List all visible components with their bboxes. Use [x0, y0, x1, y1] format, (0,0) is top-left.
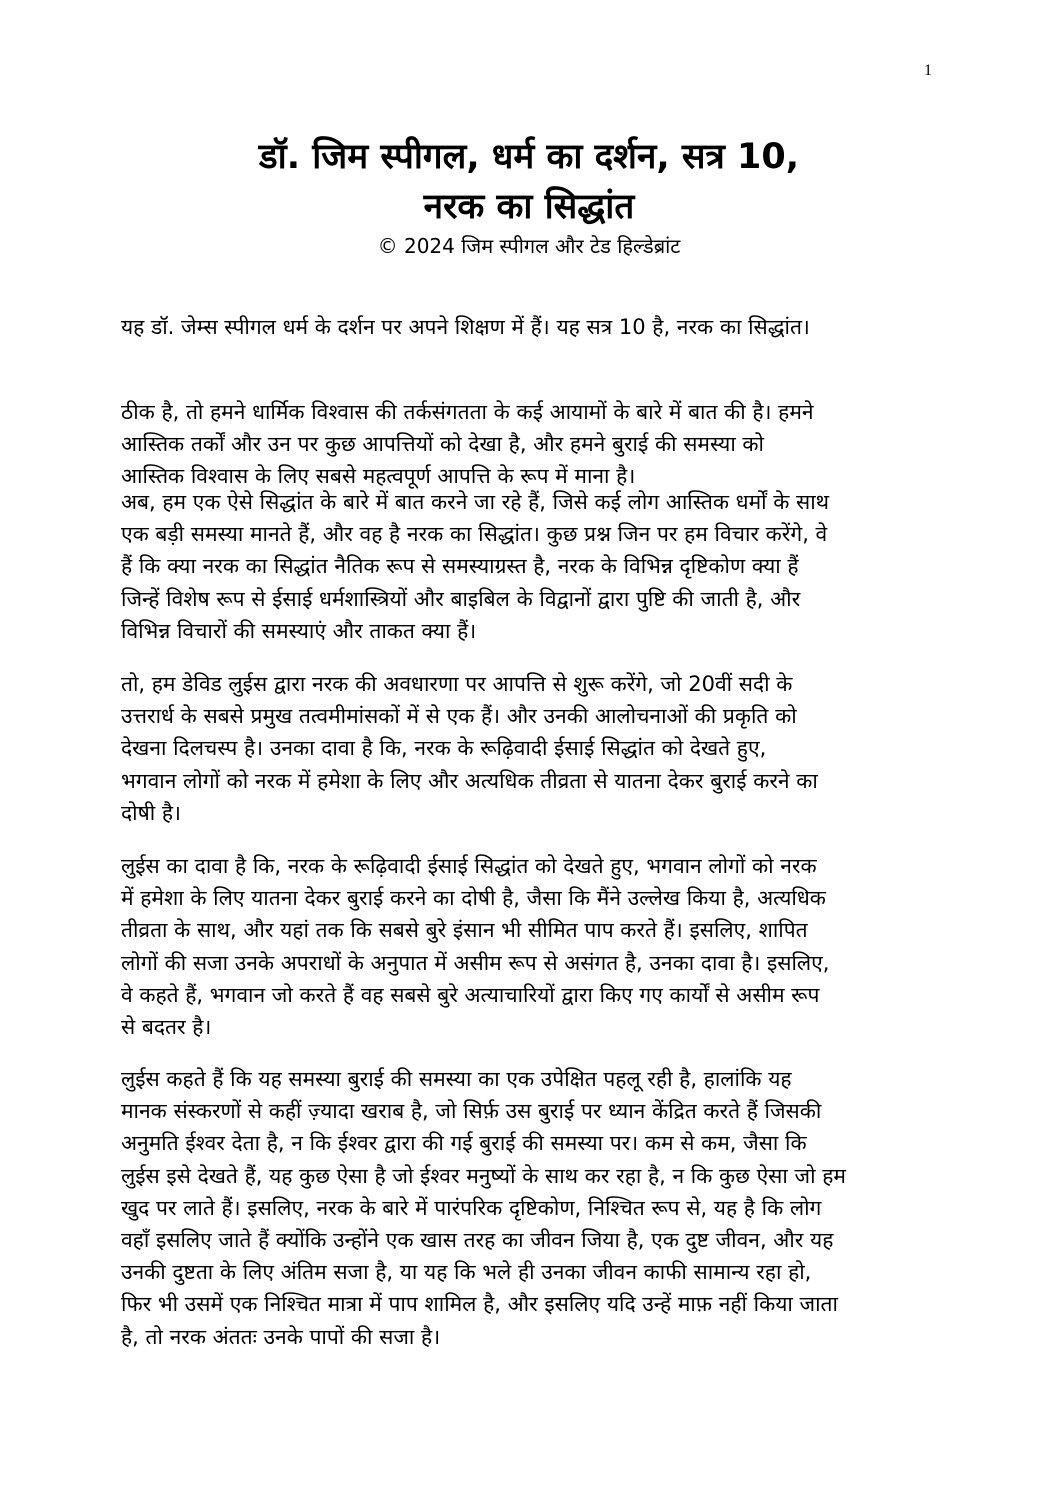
text-line: लुईस इसे देखते हैं, यह कुछ ऐसा है जो ईश्वर मनुष्यों के साथ कर रहा है, न कि कुछ ऐसा जो हम: [121, 1163, 846, 1188]
text-line: हैं कि क्या नरक का सिद्धांत नैतिक रूप से समस्याग्रस्त है, नरक के विभिन्न दृष्टिकोण क्या हैं: [121, 554, 799, 579]
text-line: अनुमति ईश्वर देता है, न कि ईश्वर द्वारा की गई बुराई की समस्या पर। कम से कम, जैसा कि: [121, 1131, 807, 1156]
paragraph: [121, 1063, 1051, 1353]
text-line: से बदतर है।: [121, 1015, 212, 1040]
title-line-1: डॉ. जिम स्पीगल, धर्म का दर्शन, सत्र 10,: [258, 137, 800, 177]
paragraph: [121, 850, 1051, 1043]
text-line: लुईस कहते हैं कि यह समस्या बुराई की समस्या का एक उपेक्षित पहलू रही है, हालांकि यह: [121, 1067, 792, 1091]
text-line: तो, हम डेविड लुईस द्वारा नरक की अवधारणा पर आपत्ति से शुरू करेंगे, जो 20वीं सदी के: [121, 672, 793, 696]
text-line: देखना दिलचस्प है। उनका दावा है कि, नरक के रूढ़िवादी ईसाई सिद्धांत को देखते हुए,: [121, 736, 767, 761]
text-line: विभिन्न विचारों की समस्याएं और ताकत क्या हैं।: [121, 618, 477, 643]
text-line: लोगों की सजा उनके अपराधों के अनुपात में असीम रूप से असंगत है, उनका दावा है। इसलिए,: [121, 950, 830, 975]
copyright-notice: © 2024 जिम स्पीगल और टेड हिल्डेब्रांट: [377, 234, 681, 258]
text-line: यह डॉ. जेम्स स्पीगल धर्म के दर्शन पर अपने शिक्षण में हैं। यह सत्र 10 है, नरक का सिद्धांत।: [121, 315, 810, 339]
title-line-2: नरक का सिद्धांत: [423, 187, 635, 227]
text-line: लुईस का दावा है कि, नरक के रूढ़िवादी ईसाई सिद्धांत को देखते हुए, भगवान लोगों को नरक: [121, 854, 817, 878]
text-line: वे कहते हैं, भगवान जो करते हैं वह सबसे बुरे अत्याचारियों द्वारा किए गए कार्यों से असीम रूप: [121, 982, 820, 1007]
text-line: अब, हम एक ऐसे सिद्धांत के बारे में बात करने जा रहे हैं, जिसे कई लोग आस्तिक धर्मों के साथ: [121, 490, 830, 514]
text-line: भगवान लोगों को नरक में हमेशा के लिए और अत्यधिक तीव्रता से यातना देकर बुराई करने का: [121, 768, 818, 793]
text-line: है, तो नरक अंततः उनके पापों की सजा है।: [121, 1324, 441, 1349]
text-line: आस्तिक तर्कों और उन पर कुछ आपत्तियों को देखा है, और हमने बुराई की समस्या को: [121, 432, 764, 457]
paragraph: [121, 486, 1051, 647]
text-line: वहाँ इसलिए जाते हैं क्योंकि उन्होंने एक खास तरह का जीवन जिया है, एक दुष्ट जीवन, और यह: [121, 1228, 834, 1253]
text-line: उनकी दुष्टता के लिए अंतिम सजा है, या यह कि भले ही उनका जीवन काफी सामान्य रहा हो,: [121, 1260, 812, 1285]
paragraph: [121, 311, 1051, 343]
text-line: फिर भी उसमें एक निश्चित मात्रा में पाप शामिल है, और इसलिए यदि उन्हें माफ़ नहीं किया जाता: [121, 1292, 838, 1317]
paragraph: [121, 396, 1051, 493]
paragraph: [121, 668, 1051, 829]
text-line: ठीक है, तो हमने धार्मिक विश्वास की तर्कसंगतता के कई आयामों के बारे में बात की है। हमने: [121, 400, 814, 424]
document-title: [0, 132, 1058, 232]
text-line: तीव्रता के साथ, और यहां तक कि सबसे बुरे इंसान भी सीमित पाप करते हैं। इसलिए, शापित: [121, 918, 808, 943]
text-line: उत्तरार्ध के सबसे प्रमुख तत्वमीमांसकों में से एक हैं। और उनकी आलोचनाओं की प्रकृति को: [121, 704, 797, 729]
page-number: 1: [924, 62, 932, 79]
text-line: आस्तिक विश्वास के लिए सबसे महत्वपूर्ण आपत्ति के रूप में माना है।: [121, 464, 636, 489]
text-line: मानक संस्करणों से कहीं ज़्यादा खराब है, जो सिर्फ़ उस बुराई पर ध्यान केंद्रित करते हैं जिसकी: [121, 1099, 822, 1124]
text-line: दोषी है।: [121, 800, 181, 825]
text-line: खुद पर लाते हैं। इसलिए, नरक के बारे में पारंपरिक दृष्टिकोण, निश्चित रूप से, यह है कि लोग: [121, 1195, 822, 1220]
text-line: जिन्हें विशेष रूप से ईसाई धर्मशास्त्रियों और बाइबिल के विद्वानों द्वारा पुष्टि की जाती है, और: [121, 586, 801, 611]
text-line: एक बड़ी समस्या मानते हैं, और वह है नरक का सिद्धांत। कुछ प्रश्न जिन पर हम विचार करेंगे, वे: [121, 522, 828, 547]
text-line: में हमेशा के लिए यातना देकर बुराई करने का दोषी है, जैसा कि मैंने उल्लेख किया है, अत्यधिक: [121, 886, 826, 911]
